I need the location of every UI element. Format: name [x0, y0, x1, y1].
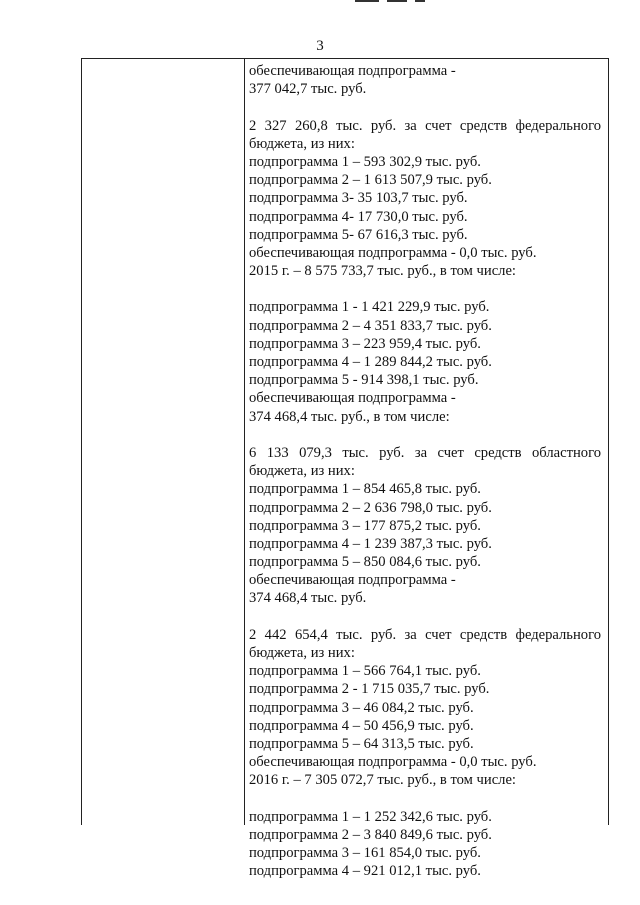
text-line: бюджета, из них:	[249, 135, 355, 152]
text-line: 374 468,4 тыс. руб.	[249, 590, 367, 607]
blank-line	[249, 98, 601, 116]
text-line: подпрограмма 4 – 1 239 387,3 тыс. руб.	[249, 535, 492, 552]
text-line: 6 133 079,3 тыс. руб. за счет средств областного	[249, 444, 601, 461]
text-line: подпрограмма 4 – 921 012,1 тыс. руб.	[249, 863, 481, 880]
page-number: 3	[316, 38, 324, 54]
text-line: подпрограмма 2 - 1 715 035,7 тыс. руб.	[249, 681, 490, 698]
text-line: подпрограмма 5 – 850 084,6 тыс. руб.	[249, 554, 481, 571]
text-line: подпрограмма 1 – 854 465,8 тыс. руб.	[249, 481, 481, 498]
text-line: подпрограмма 4 – 50 456,9 тыс. руб.	[249, 717, 474, 734]
text-line: бюджета, из них:	[249, 463, 355, 480]
text-line: подпрограмма 1 – 566 764,1 тыс. руб.	[249, 663, 481, 680]
text-line: 2 327 260,8 тыс. руб. за счет средств федерального	[249, 117, 601, 134]
text-line: подпрограмма 2 – 3 840 849,6 тыс. руб.	[249, 826, 492, 843]
document-table	[81, 58, 609, 880]
text-line: подпрограмма 4 – 1 289 844,2 тыс. руб.	[249, 354, 492, 370]
text-line: обеспечивающая подпрограмма -	[249, 63, 456, 79]
text-line: подпрограмма 2 – 2 636 798,0 тыс. руб.	[249, 499, 492, 516]
text-line: подпрограмма 3 – 223 959,4 тыс. руб.	[249, 335, 481, 352]
text-line: подпрограмма 4- 17 730,0 тыс. руб.	[249, 208, 468, 225]
text-line: подпрограмма 3 – 161 854,0 тыс. руб.	[249, 845, 481, 862]
text-line: обеспечивающая подпрограмма - 0,0 тыс. руб.	[249, 754, 537, 771]
blank-line	[249, 426, 601, 444]
text-line: подпрограмма 5 – 64 313,5 тыс. руб.	[249, 735, 474, 752]
text-line: подпрограмма 5- 67 616,3 тыс. руб.	[249, 226, 468, 243]
text-line: 374 468,4 тыс. руб., в том числе:	[249, 408, 450, 425]
text-line: подпрограмма 3 – 46 084,2 тыс. руб.	[249, 699, 474, 716]
text-line: 2015 г. – 8 575 733,7 тыс. руб., в том числе:	[249, 263, 516, 280]
text-line: обеспечивающая подпрограмма - 0,0 тыс. руб.	[249, 244, 537, 261]
text-line: подпрограмма 1 - 1 421 229,9 тыс. руб.	[249, 299, 490, 316]
text-line: подпрограмма 5 - 914 398,1 тыс. руб.	[249, 372, 479, 389]
text-line: 2 442 654,4 тыс. руб. за счет средств федерального	[249, 626, 601, 643]
blank-line	[249, 608, 601, 626]
text-line: подпрограмма 1 – 593 302,9 тыс. руб.	[249, 153, 481, 170]
text-line: подпрограмма 2 – 1 613 507,9 тыс. руб.	[249, 172, 492, 189]
text-line: подпрограмма 3- 35 103,7 тыс. руб.	[249, 190, 468, 207]
text-line: подпрограмма 1 – 1 252 342,6 тыс. руб.	[249, 808, 492, 825]
text-line: 377 042,7 тыс. руб.	[249, 81, 367, 98]
text-line: подпрограмма 3 – 177 875,2 тыс. руб.	[249, 517, 481, 534]
text-line: подпрограмма 2 – 4 351 833,7 тыс. руб.	[249, 317, 492, 334]
column-divider	[244, 59, 245, 825]
blank-line	[249, 280, 601, 298]
text-line: обеспечивающая подпрограмма -	[249, 572, 456, 589]
blank-line	[249, 790, 601, 808]
text-line: обеспечивающая подпрограмма -	[249, 390, 456, 407]
text-line: бюджета, из них:	[249, 645, 355, 661]
text-line: 2016 г. – 7 305 072,7 тыс. руб., в том числе:	[249, 772, 516, 789]
table-right-cell	[249, 62, 601, 880]
